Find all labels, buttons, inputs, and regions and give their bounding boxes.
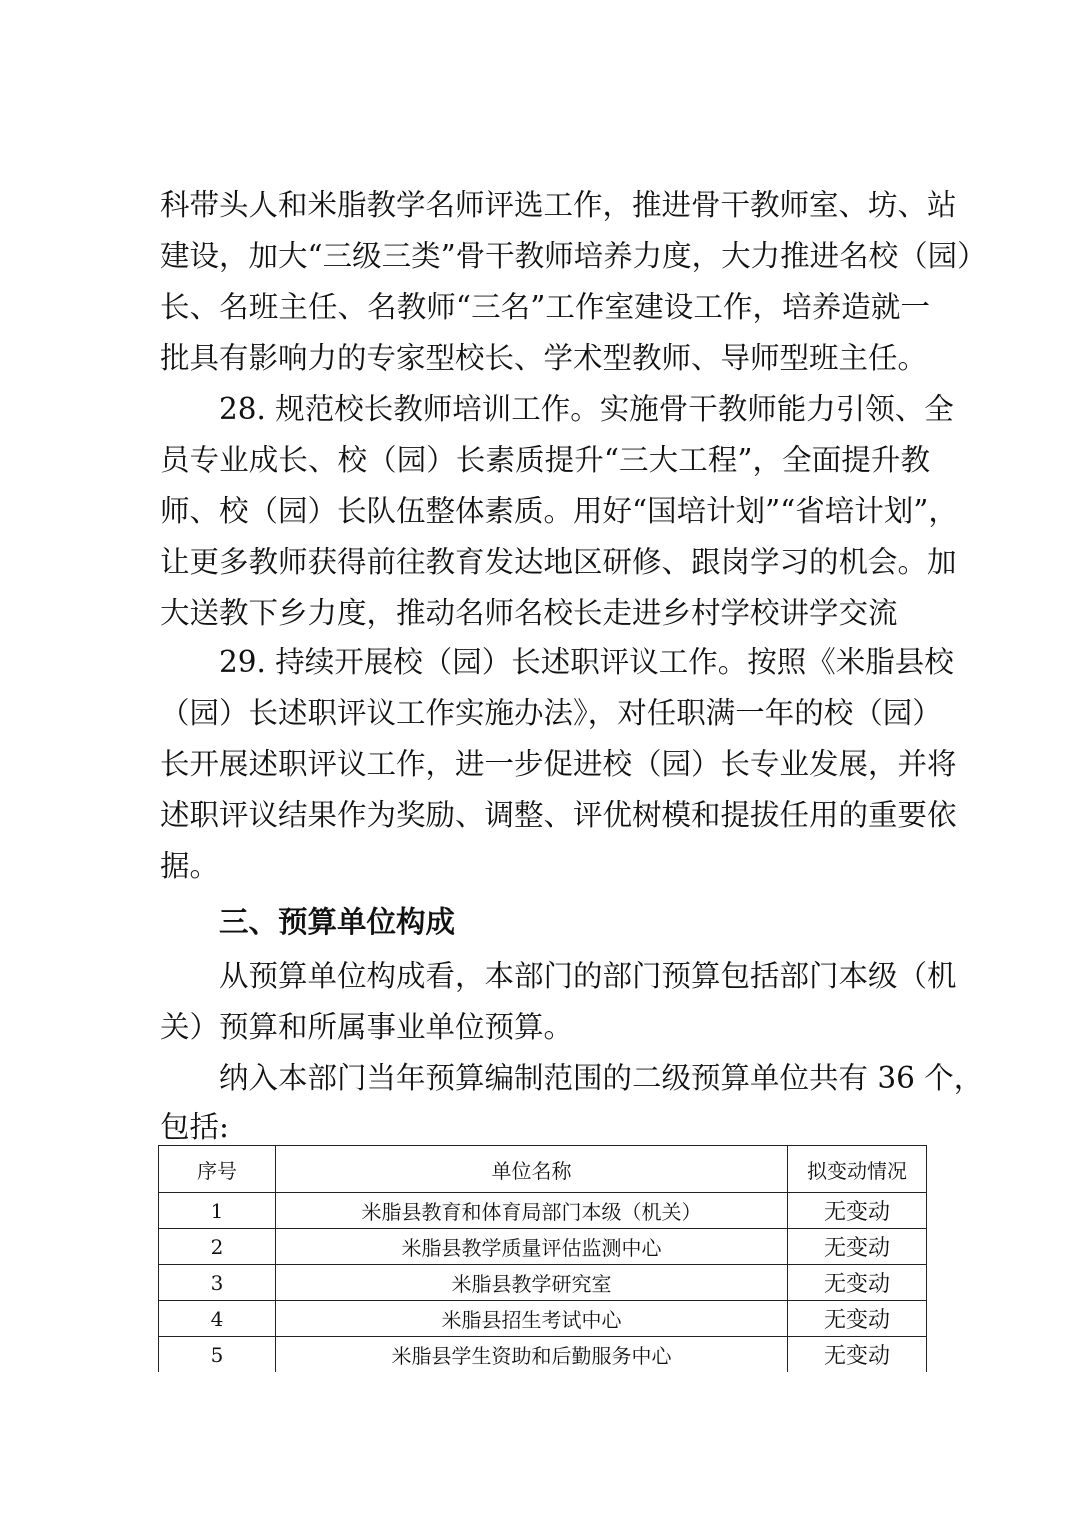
row-change-status: 无变动 (788, 1229, 927, 1265)
header-change-status: 拟变动情况 (788, 1146, 927, 1193)
paragraph-line: 建设，加大“三级三类”骨干教师培养力度，大力推进名校（园） (160, 239, 987, 273)
paragraph-line: 科带头人和米脂教学名师评选工作，推进骨干教师室、坊、站 (160, 188, 957, 222)
paragraph-line: 述职评议结果作为奖励、调整、评优树模和提拔任用的重要依 (160, 798, 957, 832)
paragraph-line: 长开展述职评议工作，进一步促进校（园）长专业发展，并将 (160, 747, 957, 781)
row-index: 5 (159, 1337, 276, 1373)
table-row (159, 1193, 927, 1229)
row-unit-name: 米脂县教学质量评估监测中心 (276, 1229, 788, 1265)
paragraph-line: 大送教下乡力度，推动名师名校长走进乡村学校讲学交流 (160, 596, 898, 630)
table-row (159, 1229, 927, 1265)
row-index: 1 (159, 1193, 276, 1229)
table-header-row (159, 1146, 927, 1193)
section-line: 关）预算和所属事业单位预算。 (160, 1010, 574, 1044)
row-change-status: 无变动 (788, 1301, 927, 1337)
row-change-status: 无变动 (788, 1193, 927, 1229)
header-index: 序号 (159, 1146, 276, 1193)
row-index: 3 (159, 1265, 276, 1301)
section-line: 包括: (160, 1110, 229, 1144)
paragraph-line: 员专业成长、校（园）长素质提升“三大工程”，全面提升教 (160, 443, 930, 477)
row-unit-name: 米脂县招生考试中心 (276, 1301, 788, 1337)
paragraph-line: 29. 持续开展校（园）长述职评议工作。按照《米脂县校 (219, 645, 954, 679)
table-row (159, 1265, 927, 1301)
row-change-status: 无变动 (788, 1337, 927, 1373)
paragraph-line: 师、校（园）长队伍整体素质。用好“国培计划”“省培计划”， (160, 494, 958, 528)
row-unit-name: 米脂县教学研究室 (276, 1265, 788, 1301)
row-index: 4 (159, 1301, 276, 1337)
paragraph-line: （园）长述职评议工作实施办法》，对任职满一年的校（园） (160, 696, 942, 730)
section-line: 从预算单位构成看，本部门的部门预算包括部门本级（机 (219, 959, 957, 993)
paragraph-line: 长、名班主任、名教师“三名”工作室建设工作，培养造就一 (160, 290, 930, 324)
table-row (159, 1301, 927, 1337)
paragraph-line: 让更多教师获得前往教育发达地区研修、跟岗学习的机会。加 (160, 545, 957, 579)
row-unit-name: 米脂县教育和体育局部门本级（机关） (276, 1193, 788, 1229)
paragraph-line: 批具有影响力的专家型校长、学术型教师、导师型班主任。 (160, 341, 928, 375)
row-unit-name: 米脂县学生资助和后勤服务中心 (276, 1337, 788, 1373)
row-index: 2 (159, 1229, 276, 1265)
paragraph-line: 据。 (160, 849, 220, 883)
header-unit-name: 单位名称 (276, 1146, 788, 1193)
paragraph-line: 28. 规范校长教师培训工作。实施骨干教师能力引领、全 (219, 392, 954, 426)
row-change-status: 无变动 (788, 1265, 927, 1301)
budget-units-table (158, 1145, 927, 1372)
section-line: 纳入本部门当年预算编制范围的二级预算单位共有 36 个， (219, 1061, 984, 1095)
table-row (159, 1337, 927, 1373)
section-heading: 三、预算单位构成 (219, 904, 456, 939)
